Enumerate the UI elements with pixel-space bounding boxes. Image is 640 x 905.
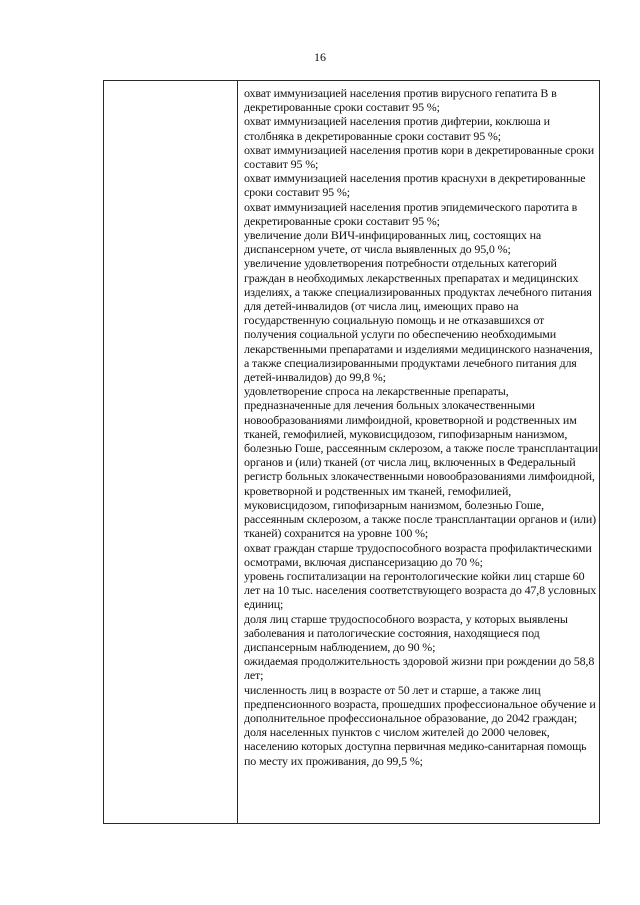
indicator-item: доля населенных пунктов с числом жителей до 2000 человек, населению которых доступна первичная медико-санитарная помощь по месту их проживания, до 99,5 %;: [244, 725, 587, 768]
indicator-item: охват граждан старше трудоспособного возраста профилактическими осмотрами, включая диспансеризацию до 70 %;: [244, 540, 592, 569]
indicator-item: охват иммунизацией населения против краснухи в декретированные сроки составит 95 %;: [244, 171, 586, 200]
indicator-item: охват иммунизацией населения против вирусного гепатита В в декретированные сроки составит 95 %;: [244, 86, 557, 115]
indicator-item: увеличение удовлетворения потребности отдельных категорий граждан в необходимых лекарственных препаратах и медицинских изделиях, а также специализированных продуктах лечебного питания для детей-инвалидов (от числа лиц, имеющих право на государственную социальную помощь и не отказавшихся от получения социальной услуги по обеспечению необходимыми лекарственными препаратами и изделиями медицинского назначения, а также специализированными продуктами лечебного питания для детей-инвалидов) до 99,8 %;: [244, 256, 593, 385]
indicator-item: увеличение доли ВИЧ-инфицированных лиц, состоящих на диспансерном учете, от числа выявленных до 95,0 %;: [244, 228, 542, 257]
indicator-item: охват иммунизацией населения против кори в декретированные сроки составит 95 %;: [244, 142, 595, 172]
indicator-item: доля лиц старше трудоспособного возраста, у которых выявлены заболевания и патологические состояния, находящиеся под диспансерным наблюдением, до 90 %;: [244, 611, 568, 654]
indicator-item: ожидаемая продолжительность здоровой жизни при рождении до 58,8 лет;: [244, 654, 595, 683]
indicator-item: уровень госпитализации на геронтологические койки лиц старше 60 лет на 10 тыс. населения соответствующего возраста до 47,8 условных единиц;: [244, 568, 597, 612]
indicator-item: численность лиц в возрасте от 50 лет и старше, а также лиц предпенсионного возраста, прошедших профессиональное обучение и дополнительное профессиональное образование, до 2042 граждан;: [244, 682, 596, 725]
indicator-item: охват иммунизацией населения против эпидемического паротита в декретированные сроки составит 95 %;: [244, 199, 578, 228]
table-left-cell: [104, 81, 237, 823]
page-number: 16: [314, 50, 326, 64]
indicator-item: охват иммунизацией населения против дифтерии, коклюша и столбняка в декретированные сроки составит 95 %;: [244, 114, 550, 143]
table-right-cell: [244, 86, 598, 768]
indicators-table: [103, 80, 600, 824]
column-divider: [237, 81, 238, 823]
indicator-item: удовлетворение спроса на лекарственные препараты, предназначенные для лечения больных злокачественными новообразованиями лимфоидной, кроветворной и родственных им тканей, гемофилией, муковисцидозом, гипофизарным нанизмом, болезнью Гоше, рассеянным склерозом, а также после трансплантации органов и (или) тканей (от числа лиц, включенных в Федеральный регистр больных злокачественными новообразованиями лимфоидной, кроветворной и родственных им тканей, гемофилией, муковисцидозом, гипофизарным нанизмом, болезнью Гоше, рассеянным склерозом, а также после трансплантации органов и (или) тканей) сохранится на уровне 100 %;: [244, 384, 598, 541]
